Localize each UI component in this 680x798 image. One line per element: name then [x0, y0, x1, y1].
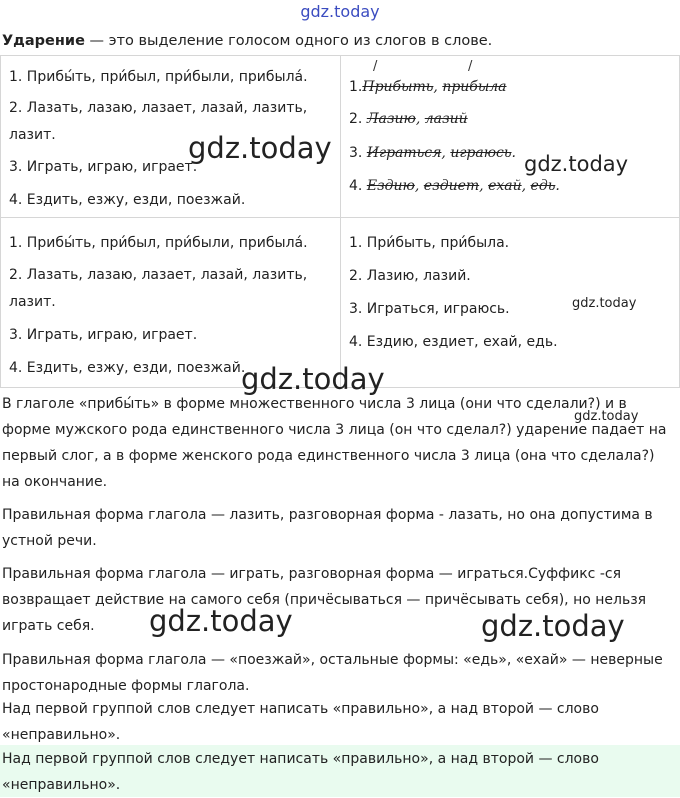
- r1-right-line-2: [349, 110, 468, 128]
- r1-right-num-1: 1.: [349, 79, 363, 95]
- watermark-text: gdz.today: [574, 409, 639, 424]
- answer-text: [2, 746, 678, 798]
- r2-left-line-2: 2. Лазать, лазаю, лазает, лазай, лазить,: [9, 267, 308, 283]
- r2-right-line-3: 3. Играться, играюсь.: [349, 301, 510, 317]
- paragraph-5: [2, 696, 678, 748]
- r2-left-line-3: лазит.: [9, 294, 56, 310]
- intro-text: — это выделение голосом одного из слогов в слове.: [84, 33, 493, 49]
- paragraph-1-line: на окончание.: [2, 474, 108, 490]
- r1-left-line-2: 2. Лазать, лазаю, лазает, лазай, лазить,: [9, 100, 308, 116]
- struck-word-laziy: лазий: [424, 111, 468, 127]
- accent-mark-2: /: [468, 59, 473, 74]
- r1-left-line-5: 4. Ездить, езжу, езди, поезжай.: [9, 192, 246, 208]
- paragraph-2: [2, 502, 678, 554]
- paragraph-1-line: В глаголе «прибы́ть» в форме множественного числа 3 лица (они что сделали?) и в: [2, 396, 627, 412]
- intro-definition: [2, 30, 492, 52]
- paragraph-4: [2, 647, 678, 699]
- r2-left-line-1: 1. Прибы́ть, при́был, при́были, прибыла́.: [9, 235, 308, 251]
- watermark-text: gdz.today: [481, 609, 625, 643]
- watermark-text: gdz.today: [572, 296, 637, 311]
- sep: ,: [521, 178, 531, 194]
- struck-word-ekhay: ехай: [488, 178, 522, 194]
- watermark-text: gdz.today: [149, 604, 293, 638]
- r1-right-line-1: [349, 78, 507, 96]
- r1-left-line-3: лазит.: [9, 127, 56, 143]
- r1-right-num-4: 4.: [349, 178, 367, 194]
- r1-right-num-2: 2.: [349, 111, 367, 127]
- paragraph-5-line: Над первой группой слов следует написать «правильно», а над второй — слово: [2, 701, 599, 717]
- sep: ,: [415, 111, 425, 127]
- watermark-text: gdz.today: [188, 131, 332, 165]
- struck-word-ed: едь: [530, 178, 556, 194]
- paragraph-4-line: Правильная форма глагола — «поезжай», остальные формы: «едь», «ехай» — неверные: [2, 652, 663, 668]
- struck-word-igratsya: Играться: [366, 145, 442, 161]
- period: .: [511, 145, 516, 161]
- paragraph-3-line: возвращает действие на самого себя (причёсываться — причёсывать себя), но нельзя: [2, 592, 647, 608]
- sep: ,: [441, 145, 451, 161]
- watermark-text: gdz.today: [241, 362, 385, 396]
- accent-mark-1: /: [373, 59, 378, 74]
- paragraph-1-line: первый слог, а в форме женского рода единственного числа 3 лица (она что сделала?): [2, 448, 655, 464]
- paragraph-1: [2, 391, 678, 495]
- r2-left-line-4: 3. Играть, играю, играет.: [9, 327, 198, 343]
- r1-right-num-3: 3.: [349, 145, 367, 161]
- paragraph-3-line: играть себя.: [2, 618, 95, 634]
- r1-right-line-3: [349, 144, 516, 162]
- paragraph-5-line: «неправильно».: [2, 727, 121, 743]
- paragraph-3-line: Правильная форма глагола — играть, разговорная форма — играться.Суффикс -ся: [2, 566, 621, 582]
- table-cell-r1-right: [340, 55, 680, 218]
- paragraph-4-line: простонародные формы глагола.: [2, 678, 250, 694]
- struck-word-pribyt: Прибыть: [362, 79, 434, 95]
- sep: ,: [433, 79, 443, 95]
- r2-right-line-4: 4. Ездию, ездиет, ехай, едь.: [349, 334, 558, 350]
- answer-highlight: [0, 745, 680, 797]
- period: .: [555, 178, 560, 194]
- r2-right-line-2: 2. Лазию, лазий.: [349, 268, 471, 284]
- sep: ,: [479, 178, 489, 194]
- struck-word-laziyu: Лазию: [366, 111, 416, 127]
- r2-left-line-5: 4. Ездить, езжу, езди, поезжай.: [9, 360, 246, 376]
- intro-term: Ударение: [2, 33, 85, 49]
- paragraph-2-line: Правильная форма глагола — лазить, разговорная форма - лазать, но она допустима в: [2, 507, 653, 523]
- watermark-text: gdz.today: [524, 152, 629, 176]
- answer-line: «неправильно».: [2, 777, 121, 793]
- r1-left-line-4: 3. Играть, играю, играет.: [9, 159, 198, 175]
- struck-word-ezdiet: ездиет: [423, 178, 480, 194]
- header-watermark: gdz.today: [300, 2, 380, 21]
- answer-line: Над первой группой слов следует написать «правильно», а над второй — слово: [2, 751, 599, 767]
- r2-right-line-1: 1. При́быть, при́была.: [349, 235, 510, 251]
- paragraph-2-line: устной речи.: [2, 533, 97, 549]
- struck-word-igrayus: играюсь: [450, 145, 512, 161]
- r1-right-line-4: [349, 177, 560, 195]
- paragraph-1-line: форме мужского рода единственного числа 3 лица (он что сделал?) ударение падает на: [2, 422, 667, 438]
- sep: ,: [414, 178, 424, 194]
- r1-left-line-1: 1. Прибы́ть, при́был, при́были, прибыла́.: [9, 69, 308, 85]
- struck-word-ezdiyu: Ездию: [366, 178, 415, 194]
- struck-word-pribyla: прибыла: [442, 79, 507, 95]
